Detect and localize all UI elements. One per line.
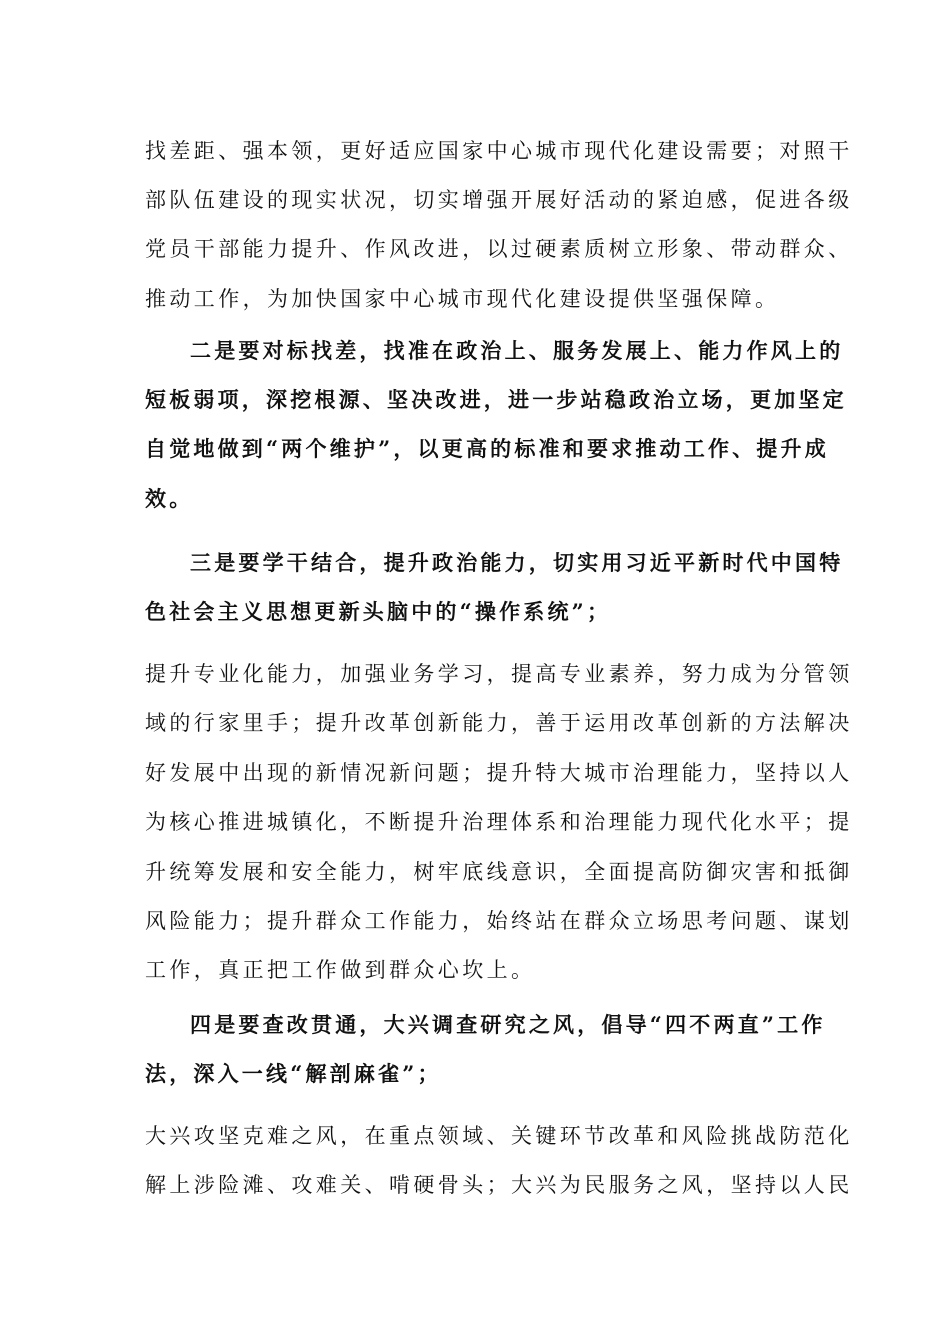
- body-text-line: 部队伍建设的现实状况，切实增强开展好活动的紧迫感，促进各级: [145, 188, 853, 212]
- body-text-line: 提升专业化能力，加强业务学习，提高专业素养，努力成为分管领: [145, 662, 853, 686]
- body-text-line: 大兴攻坚克难之风，在重点领域、关键环节改革和风险挑战防范化: [145, 1124, 853, 1148]
- body-text-line: 升统筹发展和安全能力，树牢底线意识，全面提高防御灾害和抵御: [145, 860, 853, 884]
- bold-paragraph-line: 四是要查改贯通，大兴调查研究之风，倡导“四不两直”工作: [190, 1012, 826, 1037]
- body-text-line: 好发展中出现的新情况新问题；提升特大城市治理能力，坚持以人: [145, 761, 853, 785]
- body-text-line: 为核心推进城镇化，不断提升治理体系和治理能力现代化水平；提: [145, 810, 853, 834]
- bold-paragraph-line: 效。: [145, 486, 194, 511]
- bold-paragraph-line: 自觉地做到“两个维护”，以更高的标准和要求推动工作、提升成: [145, 436, 829, 461]
- body-text-line: 工作，真正把工作做到群众心坎上。: [145, 958, 536, 982]
- bold-paragraph-line: 法，深入一线“解剖麻雀”；: [145, 1061, 442, 1086]
- bold-paragraph-line: 色社会主义思想更新头脑中的“操作系统”；: [145, 599, 612, 624]
- body-text-line: 解上涉险滩、攻难关、啃硬骨头；大兴为民服务之风，坚持以人民: [145, 1173, 853, 1197]
- body-text-line: 推动工作，为加快国家中心城市现代化建设提供坚强保障。: [145, 287, 780, 311]
- bold-paragraph-line: 二是要对标找差，找准在政治上、服务发展上、能力作风上的: [190, 338, 844, 363]
- body-text-line: 找差距、强本领，更好适应国家中心城市现代化建设需要；对照干: [145, 139, 853, 163]
- bold-paragraph-line: 三是要学干结合，提升政治能力，切实用习近平新时代中国特: [190, 550, 844, 575]
- body-text-line: 域的行家里手；提升改革创新能力，善于运用改革创新的方法解决: [145, 711, 853, 735]
- body-text-line: 党员干部能力提升、作风改进，以过硬素质树立形象、带动群众、: [145, 237, 853, 261]
- body-text-line: 风险能力；提升群众工作能力，始终站在群众立场思考问题、谋划: [145, 909, 853, 933]
- bold-paragraph-line: 短板弱项，深挖根源、坚决改进，进一步站稳政治立场，更加坚定: [145, 387, 847, 412]
